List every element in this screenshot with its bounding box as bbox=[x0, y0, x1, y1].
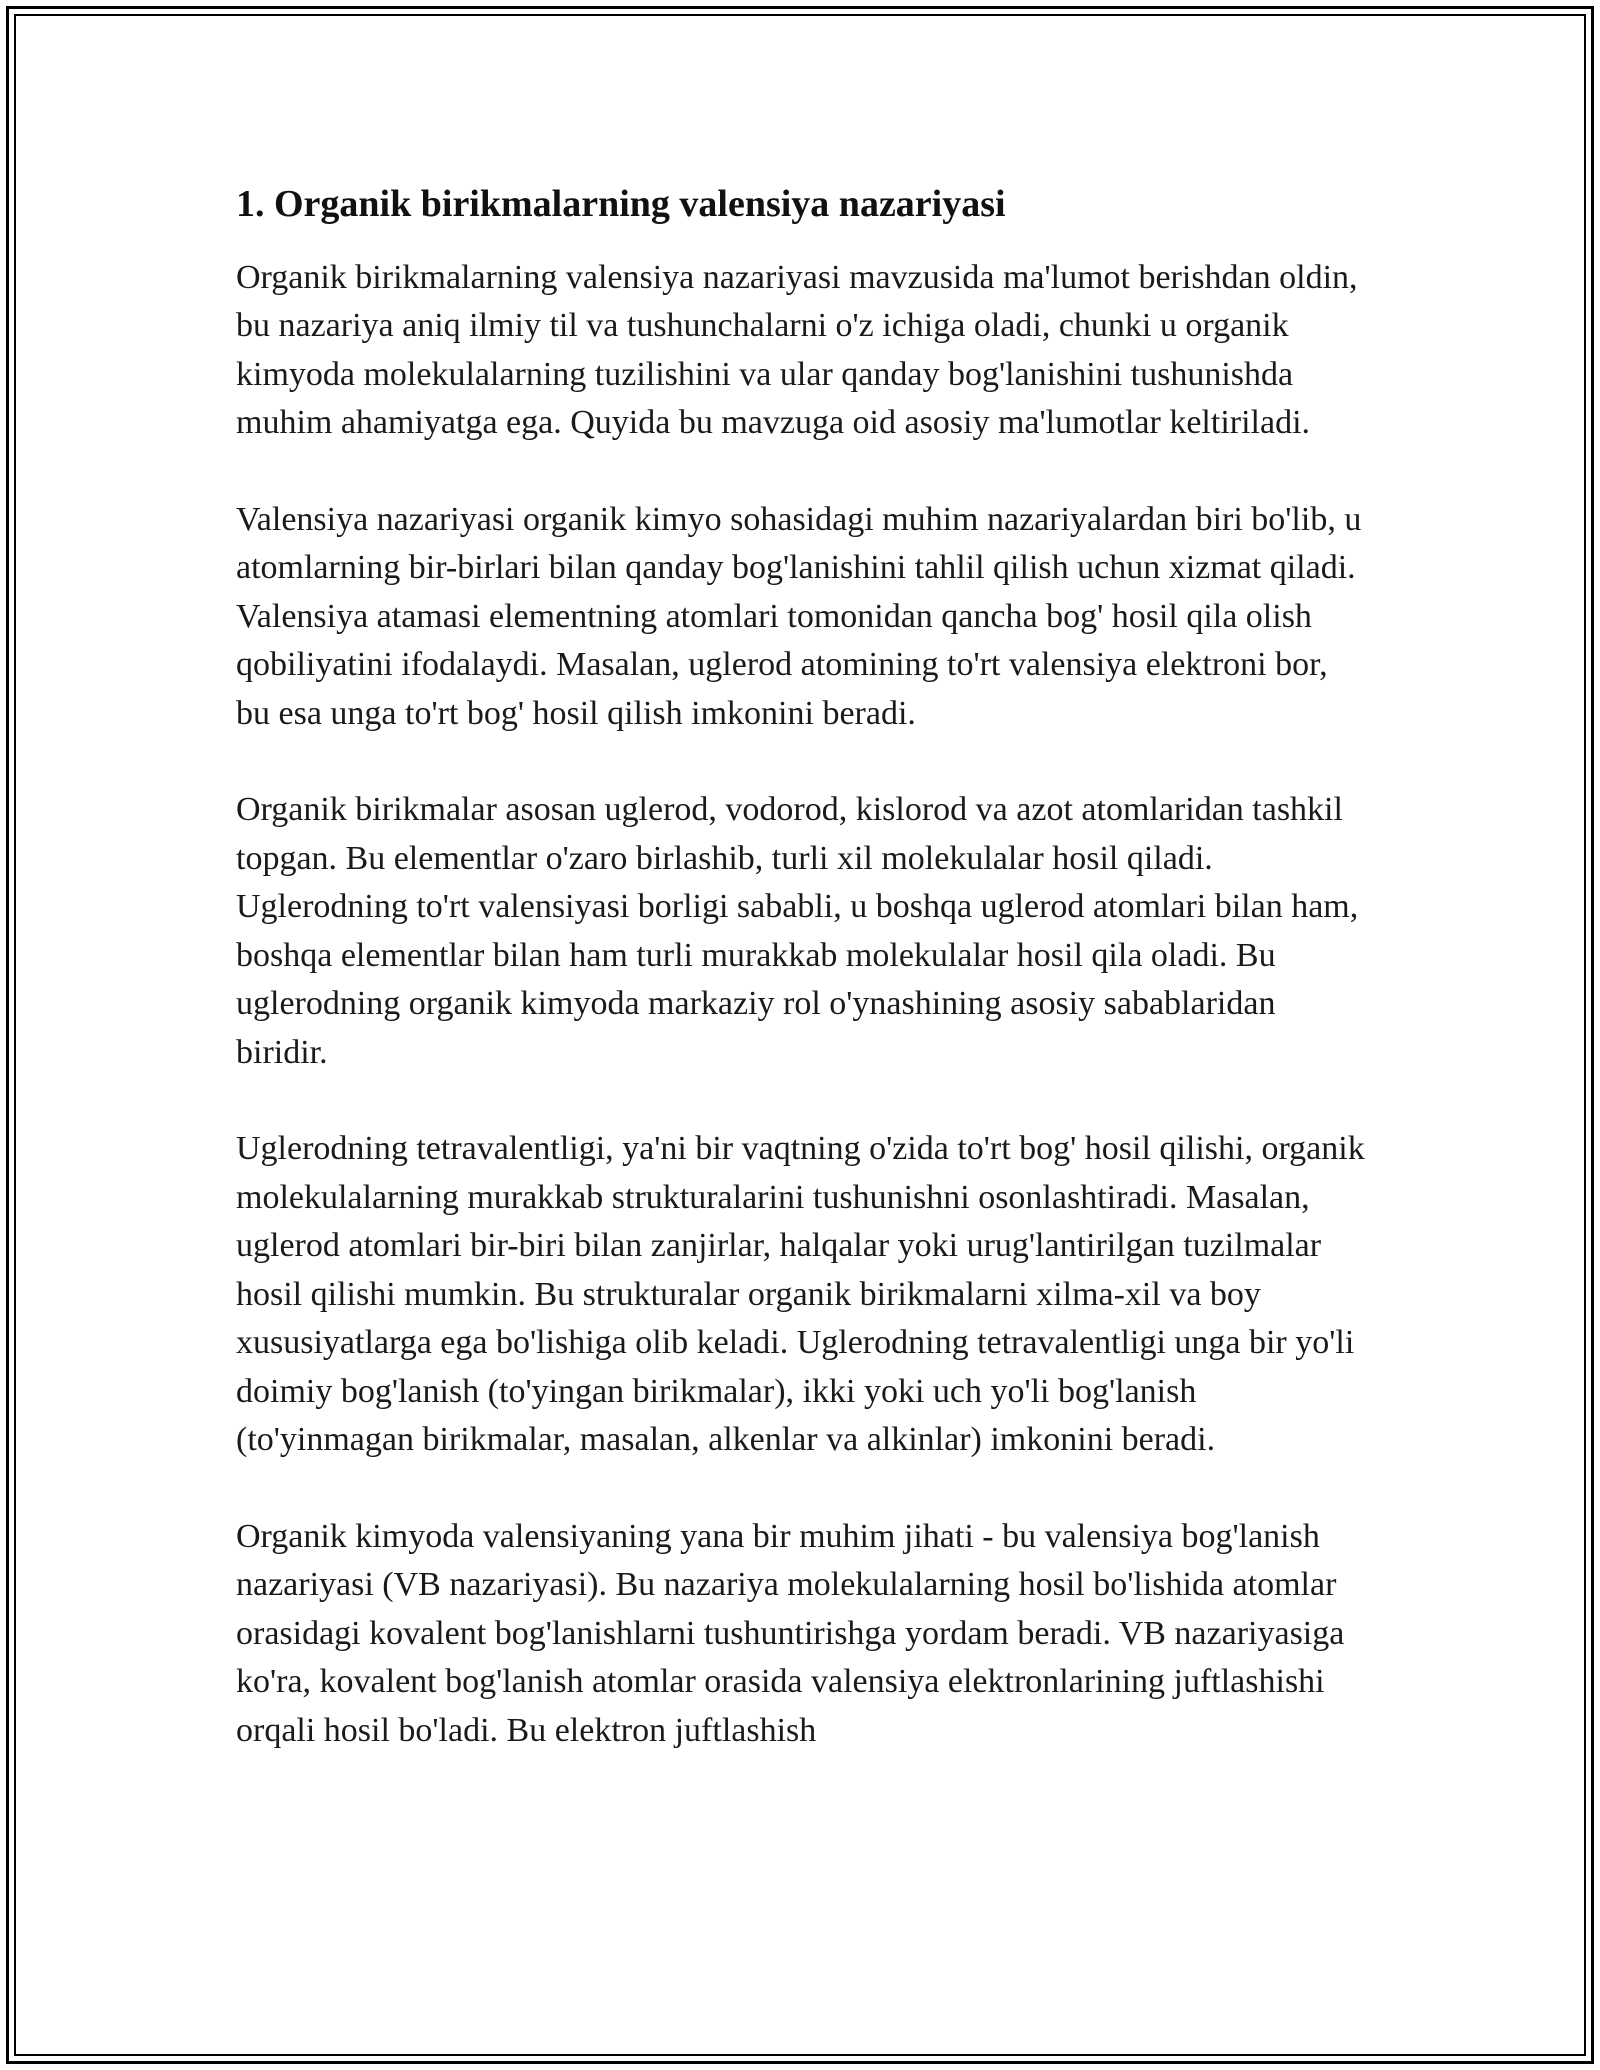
document-body bbox=[236, 182, 1366, 1803]
paragraph-4: Uglerodning tetravalentligi, ya'ni bir vaqtning o'zida to'rt bog' hosil qilishi, organik molekulalarning murakkab strukturalarini tushunishni osonlashtiradi. Masalan, uglerod atomlari bir-biri bilan zanjirlar, halqalar yoki urug'lantirilgan tuzilmalar hosil qilishi mumkin. Bu strukturalar organik birikmalarni xilma-xil va boy xususiyatlarga ega bo'lishiga olib keladi. Uglerodning tetravalentligi unga bir yo'li doimiy bog'lanish (to'yingan birikmalar), ikki yoki uch yo'li bog'lanish (to'yinmagan birikmalar, masalan, alkenlar va alkinlar) imkonini beradi. bbox=[236, 1130, 1365, 1459]
section-heading: 1. Organik birikmalarning valensiya nazariyasi bbox=[236, 183, 1006, 225]
paragraph-3: Organik birikmalar asosan uglerod, vodorod, kislorod va azot atomlaridan tashkil topgan. Bu elementlar o'zaro birlashib, turli xil molekulalar hosil qiladi. Uglerodning to'rt valensiyasi borligi sababli, u boshqa uglerod atomlari bilan ham, boshqa elementlar bilan ham turli murakkab molekulalar hosil qila oladi. Bu uglerodning organik kimyoda markaziy rol o'ynashining asosiy sabablaridan biridir. bbox=[236, 791, 1359, 1071]
paragraph-5: Organik kimyoda valensiyaning yana bir muhim jihati - bu valensiya bog'lanish nazariyasi (VB nazariyasi). Bu nazariya molekulalarning hosil bo'lishida atomlar orasidagi kovalent bog'lanishlarni tushuntirishga yordam beradi. VB nazariyasiga ko'ra, kovalent bog'lanish atomlar orasida valensiya elektronlarining juftlashishi orqali hosil bo'ladi. Bu elektron juftlashish bbox=[236, 1517, 1345, 1749]
paragraph-2: Valensiya nazariyasi organik kimyo sohasidagi muhim nazariyalardan biri bo'lib, u atomlarning bir-birlari bilan qanday bog'lanishini tahlil qilish uchun xizmat qiladi. Valensiya atamasi elementning atomlari tomonidan qancha bog' hosil qila olish qobiliyatini ifodalaydi. Masalan, uglerod atomining to'rt valensiya elektroni bor, bu esa unga to'rt bog' hosil qilish imkonini beradi. bbox=[236, 500, 1362, 732]
paragraph-1: Organik birikmalarning valensiya nazariyasi mavzusida ma'lumot berishdan oldin, bu nazariya aniq ilmiy til va tushunchalarni o'z ichiga oladi, chunki u organik kimyoda molekulalarning tuzilishini va ular qanday bog'lanishini tushunishda muhim ahamiyatga ega. Quyida bu mavzuga oid asosiy ma'lumotlar keltiriladi. bbox=[236, 258, 1358, 442]
